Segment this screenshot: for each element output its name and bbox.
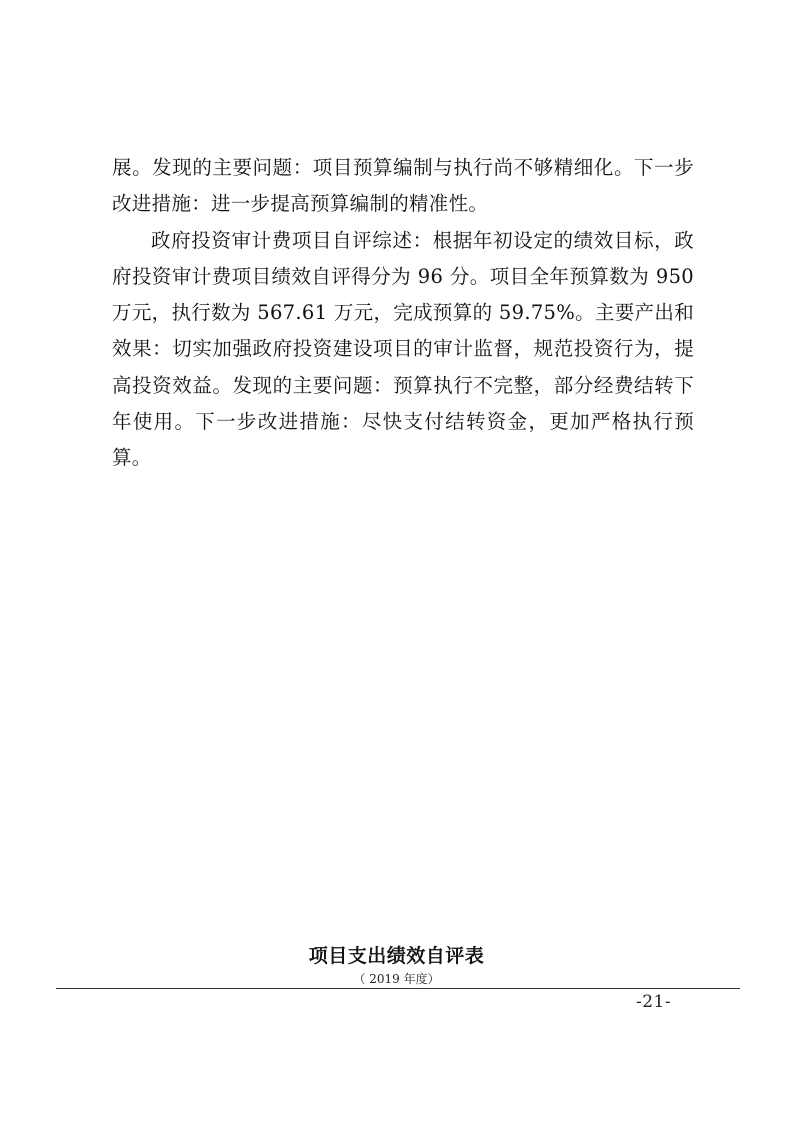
table-subtitle: （ 2019 年度） bbox=[353, 972, 440, 986]
page-number: -21- bbox=[636, 992, 672, 1012]
paragraph-audit-fee-summary: 政府投资审计费项目自评综述：根据年初设定的绩效目标，政府投资审计费项目绩效自评得分为 96 分。项目全年预算数为 950 万元，执行数为 567.61 万元，完成预算的 59.75%。主要产出和效果：切实加强政府投资建设项目的审计监督，规范投资行为，提高投资效益。发现的主要问题：预算执行不完整，部分经费结转下年使用。下一步改进措施：尽快支付结转资金，更加严格执行预算。 bbox=[112, 228, 694, 470]
paragraph-continuation: 展。发现的主要问题：项目预算编制与执行尚不够精细化。下一步改进措施：进一步提高预算编制的精准性。 bbox=[112, 156, 694, 216]
table-title: 项目支出绩效自评表 bbox=[308, 945, 485, 967]
body-text bbox=[112, 150, 694, 477]
footer-divider bbox=[56, 988, 740, 989]
